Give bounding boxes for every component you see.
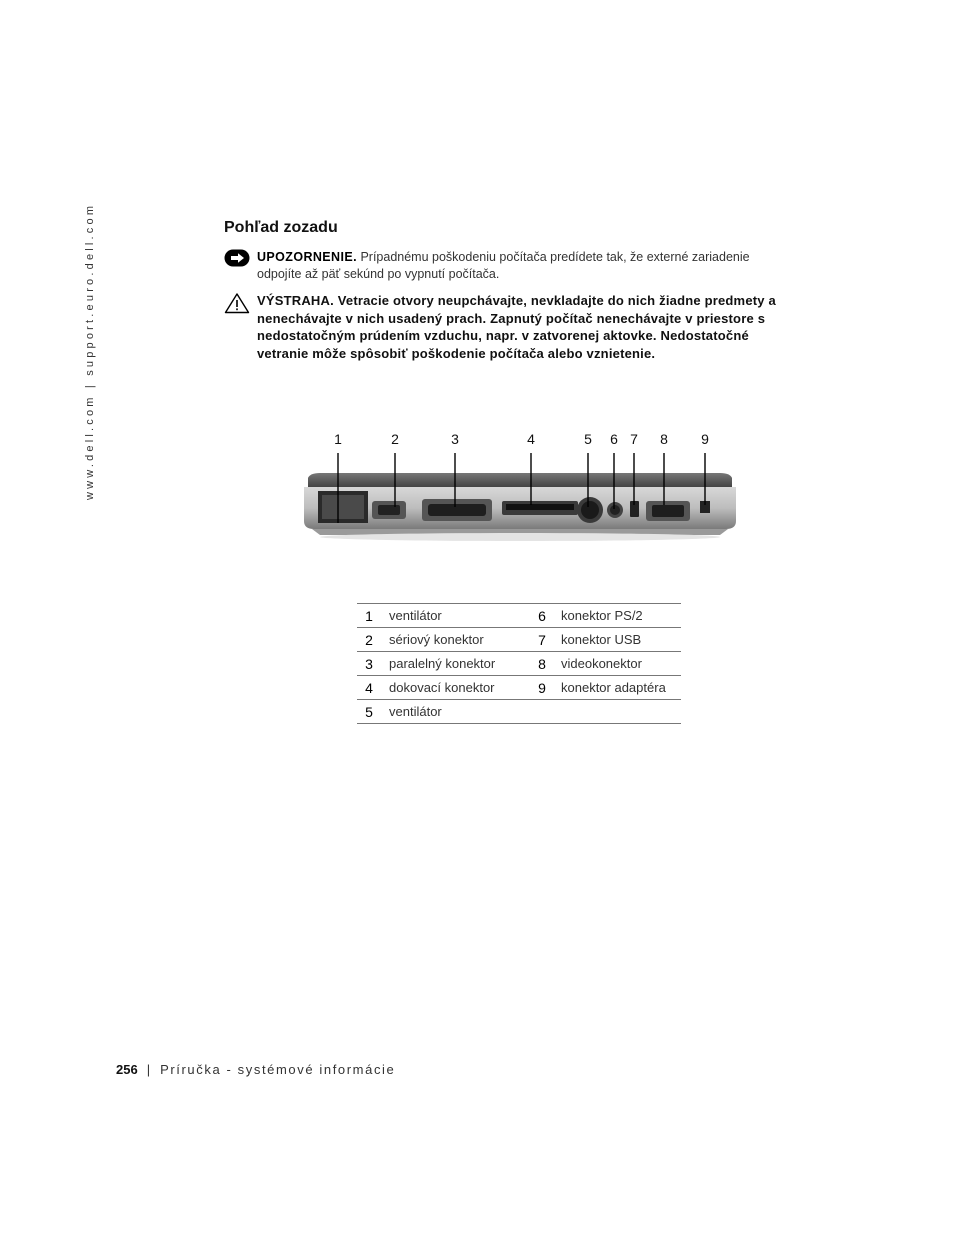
legend-table	[357, 603, 681, 724]
legend-number: 1	[357, 604, 381, 628]
page-number: 256	[116, 1062, 138, 1077]
legend-number: 6	[531, 604, 553, 628]
callout-5: 5	[584, 431, 592, 447]
callout-1: 1	[334, 431, 342, 447]
notice-text: Prípadnému poškodeniu počítača predídete tak, že externé zariadenie odpojíte až päť sekúnd po vypnutí počítača.	[257, 250, 750, 281]
page-footer	[116, 1062, 395, 1077]
legend-label: ventilátor	[381, 700, 531, 724]
notice-block	[224, 249, 794, 283]
callout-2: 2	[391, 431, 399, 447]
legend-label: ventilátor	[381, 604, 531, 628]
legend-number: 4	[357, 676, 381, 700]
table-row	[357, 676, 681, 700]
legend-number: 5	[357, 700, 381, 724]
warning-text: Vetracie otvory neupchávajte, nevkladajte do nich žiadne predmety a nenechávajte v nich usadený prach. Zapnutý počítač nenechávajte v priestore s nedostatočným prúdením vzduchu, napr. v zatvorenej aktovke. Nedostatočné vetranie môže spôsobiť poškodenie počítača alebo vznietenie.	[257, 293, 776, 361]
side-url: www.dell.com | support.euro.dell.com	[84, 202, 96, 500]
legend-number	[531, 700, 553, 724]
warning-triangle-icon	[224, 292, 250, 314]
footer-separator: |	[146, 1062, 151, 1077]
legend-number: 3	[357, 652, 381, 676]
notice-icon	[224, 249, 250, 267]
legend-label: dokovací konektor	[381, 676, 531, 700]
legend-label: sériový konektor	[381, 628, 531, 652]
legend-label: konektor USB	[553, 628, 681, 652]
callout-8: 8	[660, 431, 668, 447]
legend-label: videokonektor	[553, 652, 681, 676]
callout-6: 6	[610, 431, 618, 447]
section-title: Pohľad zozadu	[224, 219, 338, 236]
table-row	[357, 700, 681, 724]
table-row	[357, 604, 681, 628]
legend-label: paralelný konektor	[381, 652, 531, 676]
legend-number: 2	[357, 628, 381, 652]
legend-label: konektor adaptéra	[553, 676, 681, 700]
legend-number: 9	[531, 676, 553, 700]
laptop-back-illustration	[290, 425, 750, 555]
callout-7: 7	[630, 431, 638, 447]
laptop-back-view-figure	[290, 425, 750, 555]
table-row	[357, 628, 681, 652]
warning-label: VÝSTRAHA.	[257, 293, 334, 308]
legend-number: 7	[531, 628, 553, 652]
callout-3: 3	[451, 431, 459, 447]
notice-label: UPOZORNENIE.	[257, 250, 357, 264]
table-row	[357, 652, 681, 676]
legend-label	[553, 700, 681, 724]
callout-4: 4	[527, 431, 535, 447]
callout-9: 9	[701, 431, 709, 447]
warning-block	[224, 292, 799, 362]
footer-title: Príručka - systémové informácie	[160, 1062, 396, 1077]
legend-number: 8	[531, 652, 553, 676]
legend-label: konektor PS/2	[553, 604, 681, 628]
